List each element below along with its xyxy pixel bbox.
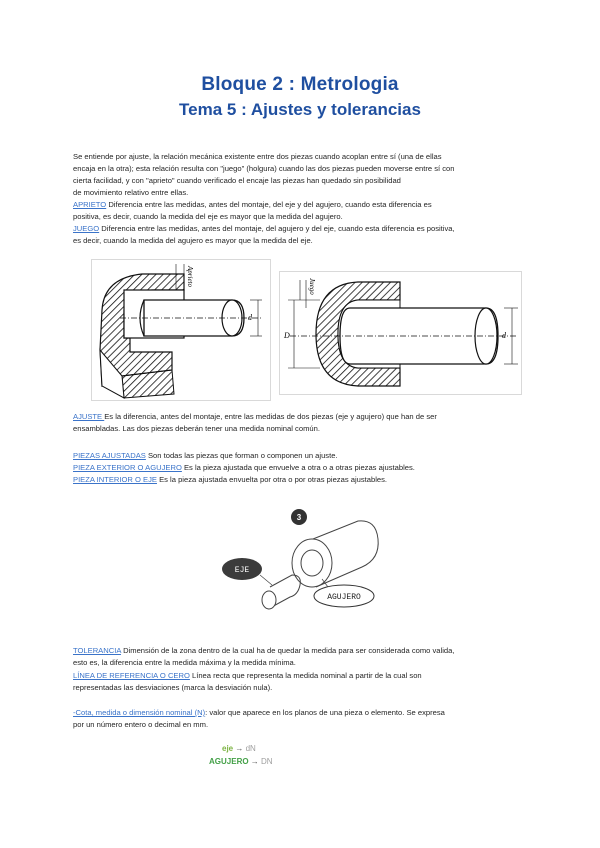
eje-agujero-sketch <box>220 505 400 620</box>
aprieto-text: positiva, es decir, cuando la medida del eje es mayor que la medida del agujero. <box>73 212 343 222</box>
pieza-interior-term: PIEZA INTERIOR O EJE <box>73 475 157 485</box>
ajuste-definition <box>73 411 528 435</box>
aprieto-term: APRIETO <box>73 200 107 209</box>
d-label-right: d <box>502 331 506 340</box>
agujero-symbol: DN <box>261 757 273 766</box>
agujero-label: AGUJERO <box>327 593 361 602</box>
tolerancia-term: TOLERANCIA <box>73 646 121 655</box>
juego-figure <box>279 271 522 395</box>
linea-referencia-term: LÍNEA DE REFERENCIA O CERO <box>73 671 190 680</box>
eje-agujero-drawing <box>220 505 400 620</box>
agujero-arrow: → <box>248 757 262 766</box>
eje-notation <box>222 744 256 753</box>
juego-text: Diferencia entre las medidas, antes del montaje, del agujero y del eje, cuando esta diferencia es positiva, <box>99 224 455 233</box>
ajuste-text: Es la diferencia, antes del montaje, entre las medidas de dos piezas (eje y agujero) que han de ser <box>104 412 437 421</box>
intro-line: de movimiento relativo entre ellas. <box>73 188 189 198</box>
cota-nominal-term: -Cota, medida o dimensión nominal (N) <box>73 708 206 717</box>
document-subtitle: Tema 5 : Ajustes y tolerancias <box>179 100 421 119</box>
tolerancia-definition <box>73 645 528 669</box>
badge-number: 3 <box>296 513 302 522</box>
intro-line: cierta facilidad, y con "aprieto" cuando verificado el encaje las piezas han quedado sin posibilidad <box>73 176 401 186</box>
d-label: d <box>248 313 252 322</box>
juego-definition <box>73 223 528 247</box>
intro-paragraph <box>73 151 528 199</box>
juego-term: JUEGO <box>73 224 100 233</box>
intro-line: Se entiende por ajuste, la relación mecánica existente entre dos piezas cuando acoplan entre sí (una de ellas <box>73 152 442 161</box>
juego-text: es decir, cuando la medida del agujero es mayor que la medida del eje. <box>73 236 313 246</box>
agujero-word: AGUJERO <box>209 757 249 766</box>
juego-drawing <box>280 272 523 396</box>
ajuste-term: AJUSTE <box>73 412 105 421</box>
tolerancia-text: Dimensión de la zona dentro de la cual ha de quedar la medida para ser considerada como valida, <box>120 646 455 655</box>
eje-symbol: dN <box>245 744 256 753</box>
agujero-notation <box>209 757 273 766</box>
aprieto-text: Diferencia entre las medidas, antes del montaje, del eje y del agujero, cuando esta diferencia es <box>106 200 432 209</box>
piezas-ajustadas-term: PIEZAS AJUSTADAS <box>73 451 146 460</box>
linea-referencia-text: representadas las desviaciones (marca la desviación nula). <box>73 683 273 693</box>
aprieto-figure <box>91 259 271 401</box>
pieza-exterior-term: PIEZA EXTERIOR O AGUJERO <box>73 463 182 473</box>
pieza-exterior-text: Es la pieza ajustada que envuelve a otra o a otras piezas ajustables. <box>181 463 415 473</box>
D-label: D <box>284 331 290 340</box>
aprieto-drawing <box>92 260 272 402</box>
juego-label: Juego <box>308 278 316 295</box>
tolerancia-text: esto es, la diferencia entre la medida máxima y la medida mínima. <box>73 658 296 668</box>
eje-word: eje <box>222 744 234 753</box>
cota-nominal-text: : valor que aparece en los planos de una pieza o elemento. Se expresa <box>205 708 445 717</box>
linea-referencia-definition <box>73 670 528 694</box>
piezas-definitions <box>73 450 528 486</box>
piezas-ajustadas-text: Son todas las piezas que forman o componen un ajuste. <box>145 451 338 460</box>
ajuste-text: ensambladas. Las dos piezas deberán tener una medida nominal común. <box>73 424 320 434</box>
eje-arrow: → <box>233 744 246 753</box>
linea-referencia-text: Línea recta que representa la medida nominal a partir de la cual son <box>189 671 422 680</box>
aprieto-label: Aprieto <box>186 266 194 287</box>
pieza-interior-text: Es la pieza ajustada envuelta por otra o por otras piezas ajustables. <box>156 475 388 485</box>
cota-nominal-text: por un número entero o decimal en mm. <box>73 720 209 730</box>
intro-line: encaja en la otra); esta relación resulta con "juego" (holgura) cuando las dos piezas pueden moverse entre sí con <box>73 164 455 174</box>
aprieto-definition <box>73 199 528 223</box>
document-title: Bloque 2 : Metrologia <box>201 74 399 95</box>
cota-nominal-definition <box>73 707 528 731</box>
eje-label: EJE <box>234 566 250 575</box>
